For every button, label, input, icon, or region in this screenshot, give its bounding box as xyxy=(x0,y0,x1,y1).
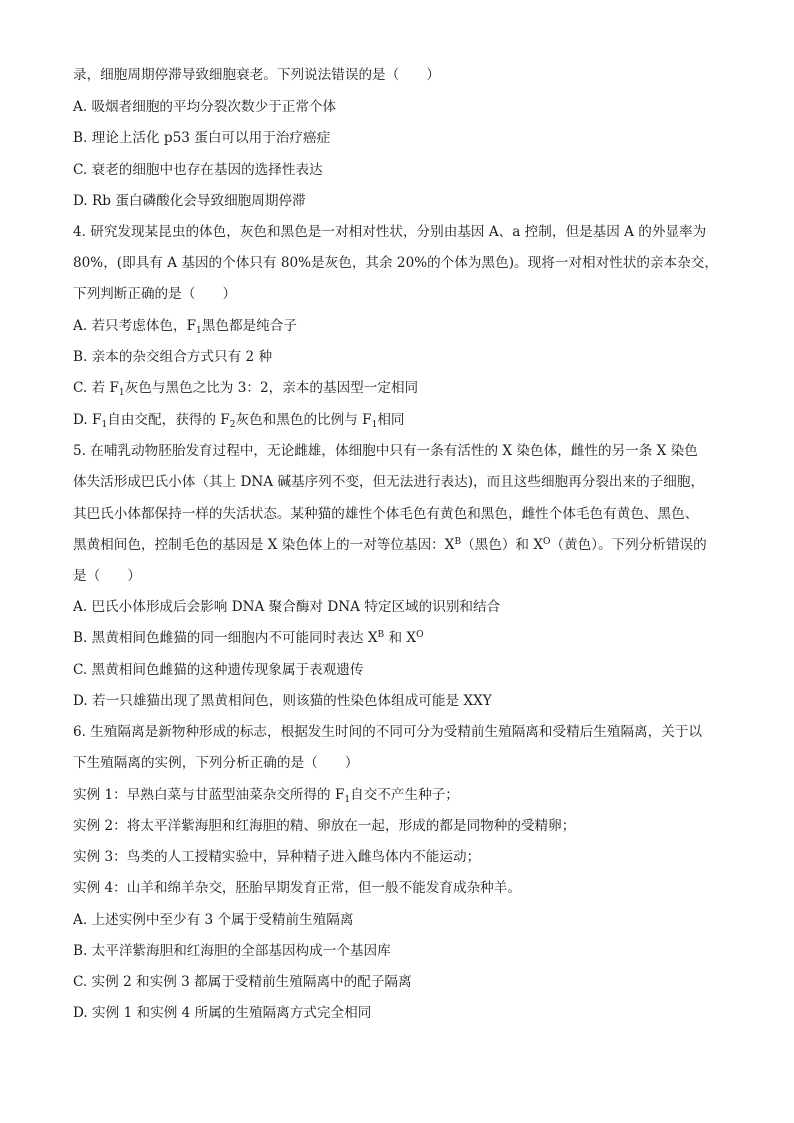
q6-stem-line-2: 下生殖隔离的实例，下列分析正确的是（ ） xyxy=(73,755,359,771)
q6-example-1: 实例 1：早熟白菜与甘蓝型油菜杂交所得的 $F_1$自交不产生种子； xyxy=(73,787,459,805)
q5-stem-line-1: 5. 在哺乳动物胚胎发育过程中，无论雌雄，体细胞中只有一条有活性的 X 染色体，雌性的另一条 X 染色 xyxy=(73,443,698,459)
q3-option-d: D. Rb 蛋白磷酸化会导致细胞周期停滞 xyxy=(73,193,306,209)
q3-option-b: B. 理论上活化 p53 蛋白可以用于治疗癌症 xyxy=(73,130,331,146)
q5-option-c: C. 黑黄相间色雌猫的这种遗传现象属于表观遗传 xyxy=(73,662,364,678)
q5-option-d: D. 若一只雄猫出现了黑黄相间色，则该猫的性染色体组成可能是 XXY xyxy=(73,693,492,709)
q6-option-b: B. 太平洋紫海胆和红海胆的全部基因构成一个基因库 xyxy=(73,943,391,959)
q4-option-b: B. 亲本的杂交组合方式只有 2 种 xyxy=(73,349,273,365)
q5-stem-line-3: 其巴氏小体都保持一样的失活状态。某种猫的雄性个体毛色有黄色和黑色，雌性个体毛色有黄色、黑色、 xyxy=(73,506,699,522)
q4-option-a: A. 若只考虑体色，$F_1$黑色都是纯合子 xyxy=(73,318,297,336)
q3-option-c: C. 衰老的细胞中也存在基因的选择性表达 xyxy=(73,162,323,178)
q4-option-c: C. 若 $F_1$灰色与黑色之比为 3：2，亲本的基因型一定相同 xyxy=(73,380,419,398)
q6-option-a: A. 上述实例中至少有 3 个属于受精前生殖隔离 xyxy=(73,912,354,928)
q6-option-d: D. 实例 1 和实例 4 所属的生殖隔离方式完全相同 xyxy=(73,1005,372,1021)
q5-stem-line-2: 体失活形成巴氏小体（其上 DNA 碱基序列不变，但无法进行表达)，而且这些细胞再分裂出来的子细胞， xyxy=(73,474,705,490)
q6-stem-line-1: 6. 生殖隔离是新物种形成的标志，根据发生时间的不同可分为受精前生殖隔离和受精后生殖隔离，关于以 xyxy=(73,724,703,740)
q4-option-d: D. $F_1$自由交配，获得的 $F_2$灰色和黑色的比例与 $F_1$相同 xyxy=(73,412,405,430)
q6-option-c: C. 实例 2 和实例 3 都属于受精前生殖隔离中的配子隔离 xyxy=(73,974,412,990)
q3-stem-tail: 录，细胞周期停滞导致细胞衰老。下列说法错误的是（ ） xyxy=(73,67,441,83)
q6-example-4: 实例 4：山羊和绵羊杂交，胚胎早期发育正常，但一般不能发育成杂种羊。 xyxy=(73,880,521,896)
q4-stem-line-2: 80%，(即具有 A 基因的个体只有 80%是灰色，其余 20%的个体为黑色)。现将一对相对性状的亲本杂交， xyxy=(73,255,718,271)
q3-option-a: A. 吸烟者细胞的平均分裂次数少于正常个体 xyxy=(73,99,337,115)
q5-option-a: A. 巴氏小体形成后会影响 DNA 聚合酶对 DNA 特定区域的识别和结合 xyxy=(73,599,501,615)
q6-example-3: 实例 3：鸟类的人工授精实验中，异种精子进入雌鸟体内不能运动； xyxy=(73,849,481,865)
q4-stem-line-3: 下列判断正确的是（ ） xyxy=(73,286,237,302)
q5-stem-line-4: 黑黄相间色，控制毛色的基因是 X 染色体上的一对等位基因：$X^B$（黑色）和 $X^O$（黄色）。下列分析错误的 xyxy=(73,537,707,553)
q6-example-2: 实例 2：将太平洋紫海胆和红海胆的精、卵放在一起，形成的都是同物种的受精卵； xyxy=(73,818,576,834)
q5-stem-line-5: 是（ ） xyxy=(73,568,141,584)
q5-option-b: B. 黑黄相间色雌猫的同一细胞内不可能同时表达 $X^B$ 和 $X^O$ xyxy=(73,630,424,646)
q4-stem-line-1: 4. 研究发现某昆虫的体色，灰色和黑色是一对相对性状，分别由基因 A、a 控制，但是基因 A 的外显率为 xyxy=(73,224,707,240)
